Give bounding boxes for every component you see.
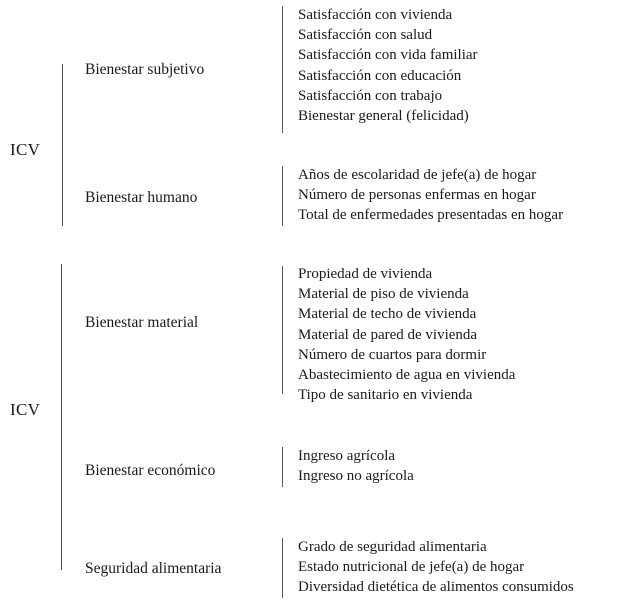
root-label-icv-2: ICV [10,400,41,419]
list-item: Ingreso no agrícola [298,468,414,485]
dimension-label-seguridad-alimentaria: Seguridad alimentaria [85,560,222,577]
dimension-label-bienestar-material: Bienestar material [85,314,199,331]
list-item: Diversidad dietética de alimentos consumidos [298,579,574,596]
list-item: Satisfacción con vida familiar [298,47,478,64]
list-item: Número de personas enfermas en hogar [298,187,536,204]
list-item: Satisfacción con trabajo [298,87,443,104]
dimension-label-bienestar-subjetivo: Bienestar subjetivo [85,61,205,78]
dimension-label-bienestar-humano: Bienestar humano [85,189,198,206]
indicator-list-seguridad-alimentaria [298,537,574,598]
list-item: Material de piso de vivienda [298,286,469,303]
dimension-bracket-rule-bienestar-humano [282,166,283,226]
list-item: Bienestar general (felicidad) [298,108,469,125]
list-item: Material de techo de vivienda [298,306,477,323]
list-item: Grado de seguridad alimentaria [298,539,487,555]
indicator-list-bienestar-material [298,264,515,405]
list-item: Satisfacción con salud [298,27,433,44]
list-item: Material de pared de vivienda [298,326,478,343]
indicator-list-bienestar-economico [298,446,414,486]
dimension-bracket-rule-seguridad-alimentaria [282,538,283,598]
list-item: Estado nutricional de jefe(a) de hogar [298,559,525,576]
root-label-icv-1: ICV [10,140,41,159]
list-item: Satisfacción con educación [298,67,462,84]
dimension-bracket-rule-bienestar-material [282,266,283,394]
indicator-list-bienestar-subjetivo [298,5,478,126]
dimension-label-bienestar-economico: Bienestar económico [85,462,216,479]
list-item: Tipo de sanitario en vivienda [298,387,473,404]
root-bracket-rule-1 [62,64,63,226]
list-item: Satisfacción con vivienda [298,7,453,23]
list-item: Abastecimiento de agua en vivienda [298,367,516,384]
list-item: Número de cuartos para dormir [298,346,487,363]
list-item: Propiedad de vivienda [298,266,433,282]
root-bracket-rule-2 [61,264,62,570]
indicator-list-bienestar-humano [298,165,563,226]
list-item: Años de escolaridad de jefe(a) de hogar [298,167,537,183]
list-item: Ingreso agrícola [298,448,396,464]
list-item: Total de enfermedades presentadas en hogar [298,207,564,224]
dimension-bracket-rule-bienestar-subjetivo [282,6,283,133]
dimension-bracket-rule-bienestar-economico [282,447,283,487]
